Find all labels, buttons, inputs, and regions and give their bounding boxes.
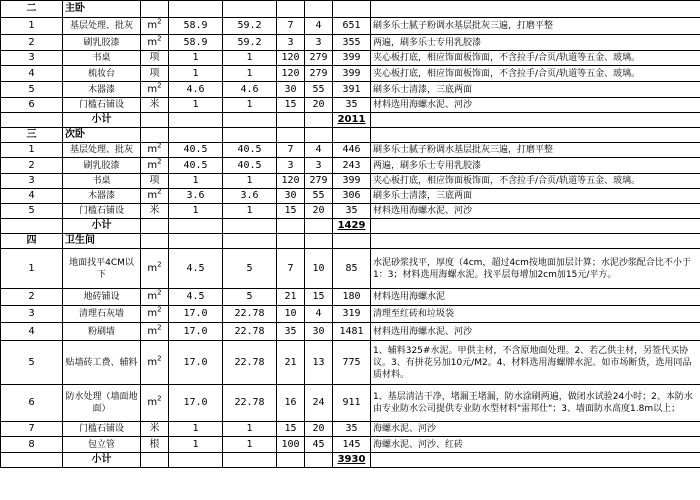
empty-cell (305, 453, 333, 468)
row-number: 8 (1, 437, 63, 453)
row-number: 3 (1, 306, 63, 323)
note: 材料选用海螺水泥、河沙 (371, 204, 700, 219)
empty-cell (169, 113, 223, 128)
empty-cell (305, 219, 333, 234)
material-price: 20 (305, 422, 333, 437)
material-price: 55 (305, 189, 333, 204)
table-row (1, 51, 700, 66)
item-name: 门槛石铺设 (63, 204, 141, 219)
unit-text: 项 (149, 175, 160, 186)
quantity-adjusted: 1 (223, 437, 277, 453)
empty-cell (305, 113, 333, 128)
unit (141, 143, 169, 158)
subtotal-value: 1429 (333, 219, 371, 234)
unit-text: m (147, 262, 158, 274)
material-price: 15 (305, 289, 333, 306)
labor-price: 120 (277, 51, 305, 66)
empty-cell (141, 219, 169, 234)
row-number: 6 (1, 98, 63, 113)
unit-text: m (147, 356, 158, 368)
labor-price: 30 (277, 189, 305, 204)
unit-text: m (147, 190, 158, 201)
subtotal-value: 2011 (333, 113, 371, 128)
empty-cell (371, 219, 700, 234)
item-name: 基层处理、批灰 (63, 143, 141, 158)
material-price: 279 (305, 66, 333, 82)
labor-price: 21 (277, 341, 305, 385)
quantity-adjusted: 22.78 (223, 385, 277, 422)
material-price: 4 (305, 18, 333, 35)
quantity: 58.9 (169, 35, 223, 51)
unit-text: 米 (149, 99, 160, 110)
quantity-adjusted: 1 (223, 51, 277, 66)
row-number: 3 (1, 174, 63, 189)
amount: 911 (333, 385, 371, 422)
empty-cell (305, 234, 333, 249)
unit-superscript: 2 (157, 288, 162, 297)
row-number: 2 (1, 35, 63, 51)
quantity-adjusted: 1 (223, 98, 277, 113)
unit-text: m (147, 291, 158, 302)
empty-cell (277, 1, 305, 18)
row-number: 6 (1, 385, 63, 422)
table-row (1, 66, 700, 82)
empty-cell (371, 1, 700, 18)
empty-cell (169, 453, 223, 468)
note: 水泥砂浆找平，厚度（4cm，超过4cm按地面加层计算；水泥沙浆配合比不小于1：3；材料选用海螺水泥。找平层每增加2cm加15元/平方。 (371, 249, 700, 289)
note: 清理至红砖和垃圾袋 (371, 306, 700, 323)
quantity-adjusted: 5 (223, 289, 277, 306)
quantity-adjusted: 5 (223, 249, 277, 289)
quantity: 17.0 (169, 323, 223, 341)
unit-superscript: 2 (157, 188, 162, 196)
quantity: 1 (169, 174, 223, 189)
unit-text: m (147, 144, 158, 155)
item-name: 地砖铺设 (63, 289, 141, 306)
unit-text: m (147, 20, 158, 31)
empty-cell (223, 113, 277, 128)
unit (141, 158, 169, 174)
unit-text: 项 (149, 67, 160, 79)
material-price: 279 (305, 174, 333, 189)
table-row (1, 35, 700, 51)
labor-price: 100 (277, 437, 305, 453)
item-name: 清理石灰墙 (63, 306, 141, 323)
amount: 85 (333, 249, 371, 289)
material-price: 3 (305, 158, 333, 174)
empty-cell (333, 1, 371, 18)
row-number: 2 (1, 158, 63, 174)
unit (141, 204, 169, 219)
unit (141, 341, 169, 385)
unit-text: m (147, 83, 158, 95)
material-price: 45 (305, 437, 333, 453)
unit (141, 174, 169, 189)
note: 海螺水泥、河沙 (371, 422, 700, 437)
note: 两遍，刷多乐士专用乳胶漆 (371, 35, 700, 51)
quantity-adjusted: 4.6 (223, 82, 277, 98)
quantity-adjusted: 40.5 (223, 158, 277, 174)
empty-cell (1, 453, 63, 468)
subtotal-label: 小计 (63, 453, 141, 468)
quantity: 1 (169, 437, 223, 453)
table-row (1, 18, 700, 35)
empty-cell (1, 113, 63, 128)
empty-cell (169, 1, 223, 18)
section-number: 三 (1, 128, 63, 143)
labor-price: 7 (277, 18, 305, 35)
table-row (1, 306, 700, 323)
labor-price: 7 (277, 249, 305, 289)
note: 刷多乐士清漆，三底两面 (371, 82, 700, 98)
note: 材料选用海螺水泥、河沙 (371, 98, 700, 113)
table-row (1, 158, 700, 174)
quantity: 40.5 (169, 143, 223, 158)
subtotal-row (1, 113, 700, 128)
row-number: 4 (1, 189, 63, 204)
item-name: 梳妆台 (63, 66, 141, 82)
amount: 1481 (333, 323, 371, 341)
quantity: 1 (169, 66, 223, 82)
quantity-adjusted: 1 (223, 174, 277, 189)
note: 海螺水泥、河沙、红砖 (371, 437, 700, 453)
labor-price: 10 (277, 306, 305, 323)
empty-cell (277, 219, 305, 234)
material-price: 279 (305, 51, 333, 66)
amount: 180 (333, 289, 371, 306)
row-number: 5 (1, 341, 63, 385)
quantity-adjusted: 59.2 (223, 18, 277, 35)
row-number: 1 (1, 143, 63, 158)
quantity: 58.9 (169, 18, 223, 35)
unit (141, 422, 169, 437)
quantity: 4.5 (169, 249, 223, 289)
unit-text: 项 (149, 52, 160, 63)
table-row (1, 174, 700, 189)
item-name: 木器漆 (63, 189, 141, 204)
quote-table-body (1, 1, 700, 468)
subtotal-row (1, 453, 700, 468)
quantity: 4.5 (169, 289, 223, 306)
table-row (1, 98, 700, 113)
subtotal-label: 小计 (63, 219, 141, 234)
empty-cell (169, 219, 223, 234)
empty-cell (223, 219, 277, 234)
amount: 35 (333, 98, 371, 113)
quantity: 17.0 (169, 341, 223, 385)
unit (141, 98, 169, 113)
table-row (1, 422, 700, 437)
empty-cell (277, 113, 305, 128)
unit (141, 51, 169, 66)
unit-superscript: 2 (157, 34, 162, 43)
item-name: 书桌 (63, 174, 141, 189)
empty-cell (333, 128, 371, 143)
empty-cell (305, 128, 333, 143)
unit-text: m (147, 397, 158, 408)
item-name: 木器漆 (63, 82, 141, 98)
section-title: 次卧 (63, 128, 141, 143)
quantity-adjusted: 3.6 (223, 189, 277, 204)
amount: 145 (333, 437, 371, 453)
item-name: 粉刷墙 (63, 323, 141, 341)
labor-price: 15 (277, 98, 305, 113)
quantity: 1 (169, 51, 223, 66)
item-name: 防水处理（墙面地面） (63, 385, 141, 422)
section-title: 主卧 (63, 1, 141, 18)
quantity-adjusted: 22.78 (223, 306, 277, 323)
material-price: 4 (305, 306, 333, 323)
row-number: 1 (1, 18, 63, 35)
quantity-adjusted: 22.78 (223, 323, 277, 341)
unit (141, 306, 169, 323)
table-row (1, 289, 700, 306)
unit-text: m (147, 36, 158, 48)
note: 刷多乐士腻子粉调水基层批灰三遍，打磨平整 (371, 143, 700, 158)
amount: 775 (333, 341, 371, 385)
quantity-adjusted: 40.5 (223, 143, 277, 158)
quantity: 3.6 (169, 189, 223, 204)
labor-price: 3 (277, 35, 305, 51)
unit (141, 437, 169, 453)
note: 两遍，刷多乐士专用乳胶漆 (371, 158, 700, 174)
table-row (1, 341, 700, 385)
empty-cell (169, 234, 223, 249)
amount: 355 (333, 35, 371, 51)
unit-superscript: 2 (157, 323, 162, 332)
empty-cell (277, 453, 305, 468)
material-price: 55 (305, 82, 333, 98)
empty-cell (141, 1, 169, 18)
item-name: 刷乳胶漆 (63, 35, 141, 51)
quantity-adjusted: 22.78 (223, 341, 277, 385)
amount: 243 (333, 158, 371, 174)
quantity: 17.0 (169, 385, 223, 422)
quantity: 1 (169, 204, 223, 219)
quantity-adjusted: 1 (223, 422, 277, 437)
amount: 306 (333, 189, 371, 204)
note: 刷多乐士腻子粉调水基层批灰三遍，打磨平整 (371, 18, 700, 35)
empty-cell (141, 128, 169, 143)
table-row (1, 204, 700, 219)
unit-superscript: 2 (157, 260, 162, 269)
unit-superscript: 2 (157, 157, 162, 166)
unit-superscript: 2 (157, 142, 162, 150)
amount: 399 (333, 174, 371, 189)
subtotal-label: 小计 (63, 113, 141, 128)
material-price: 30 (305, 323, 333, 341)
material-price: 24 (305, 385, 333, 422)
section-title: 卫生间 (63, 234, 141, 249)
item-name: 门槛石铺设 (63, 422, 141, 437)
labor-price: 21 (277, 289, 305, 306)
note: 夹心板打底，相应饰面板饰面，不含拉手/合页/轨道等五金、玻璃。 (371, 66, 700, 82)
empty-cell (333, 234, 371, 249)
subtotal-row (1, 219, 700, 234)
empty-cell (223, 1, 277, 18)
table-row (1, 385, 700, 422)
unit (141, 323, 169, 341)
unit-superscript: 2 (157, 81, 162, 90)
unit (141, 82, 169, 98)
row-number: 4 (1, 323, 63, 341)
amount: 399 (333, 51, 371, 66)
quantity: 17.0 (169, 306, 223, 323)
empty-cell (141, 234, 169, 249)
labor-price: 35 (277, 323, 305, 341)
unit-text: m (147, 159, 158, 171)
labor-price: 120 (277, 174, 305, 189)
material-price: 20 (305, 204, 333, 219)
section-header-row (1, 1, 700, 18)
empty-cell (141, 113, 169, 128)
quantity-adjusted: 59.2 (223, 35, 277, 51)
item-name: 书桌 (63, 51, 141, 66)
amount: 391 (333, 82, 371, 98)
row-number: 2 (1, 289, 63, 306)
amount: 446 (333, 143, 371, 158)
unit (141, 189, 169, 204)
unit (141, 249, 169, 289)
unit (141, 289, 169, 306)
quantity: 1 (169, 98, 223, 113)
labor-price: 7 (277, 143, 305, 158)
table-row (1, 82, 700, 98)
empty-cell (169, 128, 223, 143)
table-row (1, 189, 700, 204)
table-row (1, 249, 700, 289)
empty-cell (223, 128, 277, 143)
material-price: 13 (305, 341, 333, 385)
unit-superscript: 2 (157, 305, 162, 314)
unit (141, 66, 169, 82)
unit (141, 18, 169, 35)
item-name: 门槛石铺设 (63, 98, 141, 113)
note: 1、辅料325#水泥。甲供主材，不含原地面处理。2、若乙供主材，另签代买协议。3、有拼花另加10元/M2。4、材料选用海螺牌水泥。如市场断货，选用同品质材料。 (371, 341, 700, 385)
section-number: 二 (1, 1, 63, 18)
empty-cell (277, 128, 305, 143)
amount: 399 (333, 66, 371, 82)
quantity-adjusted: 1 (223, 66, 277, 82)
unit (141, 385, 169, 422)
quantity: 40.5 (169, 158, 223, 174)
table-row (1, 323, 700, 341)
unit-text: 米 (149, 205, 160, 216)
empty-cell (141, 453, 169, 468)
unit-superscript: 2 (157, 394, 162, 403)
table-row (1, 437, 700, 453)
row-number: 4 (1, 66, 63, 82)
empty-cell (223, 234, 277, 249)
empty-cell (1, 219, 63, 234)
section-number: 四 (1, 234, 63, 249)
labor-price: 15 (277, 422, 305, 437)
row-number: 1 (1, 249, 63, 289)
unit-text: m (147, 308, 158, 319)
note: 夹心板打底，相应饰面板饰面，不含拉手/合页/轨道等五金、玻璃。 (371, 51, 700, 66)
empty-cell (277, 234, 305, 249)
row-number: 3 (1, 51, 63, 66)
amount: 319 (333, 306, 371, 323)
quantity: 4.6 (169, 82, 223, 98)
item-name: 包立管 (63, 437, 141, 453)
material-price: 4 (305, 143, 333, 158)
note: 材料选用海螺水泥 (371, 289, 700, 306)
empty-cell (371, 234, 700, 249)
table-row (1, 143, 700, 158)
unit-text: 根 (149, 438, 160, 450)
labor-price: 3 (277, 158, 305, 174)
note: 材料选用海螺水泥、河沙 (371, 323, 700, 341)
labor-price: 30 (277, 82, 305, 98)
material-price: 3 (305, 35, 333, 51)
item-name: 基层处理、批灰 (63, 18, 141, 35)
labor-price: 120 (277, 66, 305, 82)
amount: 35 (333, 204, 371, 219)
item-name: 地面找平4CM以下 (63, 249, 141, 289)
unit-text: m (147, 325, 158, 337)
labor-price: 15 (277, 204, 305, 219)
amount: 651 (333, 18, 371, 35)
empty-cell (371, 128, 700, 143)
empty-cell (371, 453, 700, 468)
subtotal-value: 3930 (333, 453, 371, 468)
row-number: 5 (1, 204, 63, 219)
note: 1、基层清洁干净，堵漏王堵漏，防水涂刷两遍，做闭水试验24小时；2、本防水由专业防水公司提供专业防水型材料"雷邦仕"；3、墙面防水高度1.8m以上； (371, 385, 700, 422)
material-price: 20 (305, 98, 333, 113)
quantity-adjusted: 1 (223, 204, 277, 219)
row-number: 7 (1, 422, 63, 437)
unit (141, 35, 169, 51)
item-name: 刷乳胶漆 (63, 158, 141, 174)
empty-cell (223, 453, 277, 468)
amount: 35 (333, 422, 371, 437)
empty-cell (371, 113, 700, 128)
item-name: 贴墙砖工费、辅料 (63, 341, 141, 385)
unit-superscript: 2 (157, 354, 162, 363)
row-number: 5 (1, 82, 63, 98)
note: 夹心板打底，相应饰面板饰面，不含拉手/合页/轨道等五金、玻璃。 (371, 174, 700, 189)
quantity: 1 (169, 422, 223, 437)
note: 刷多乐士清漆，三底两面 (371, 189, 700, 204)
section-header-row (1, 234, 700, 249)
material-price: 10 (305, 249, 333, 289)
labor-price: 16 (277, 385, 305, 422)
unit-superscript: 2 (157, 17, 162, 26)
section-header-row (1, 128, 700, 143)
unit-text: 米 (149, 423, 160, 434)
empty-cell (305, 1, 333, 18)
